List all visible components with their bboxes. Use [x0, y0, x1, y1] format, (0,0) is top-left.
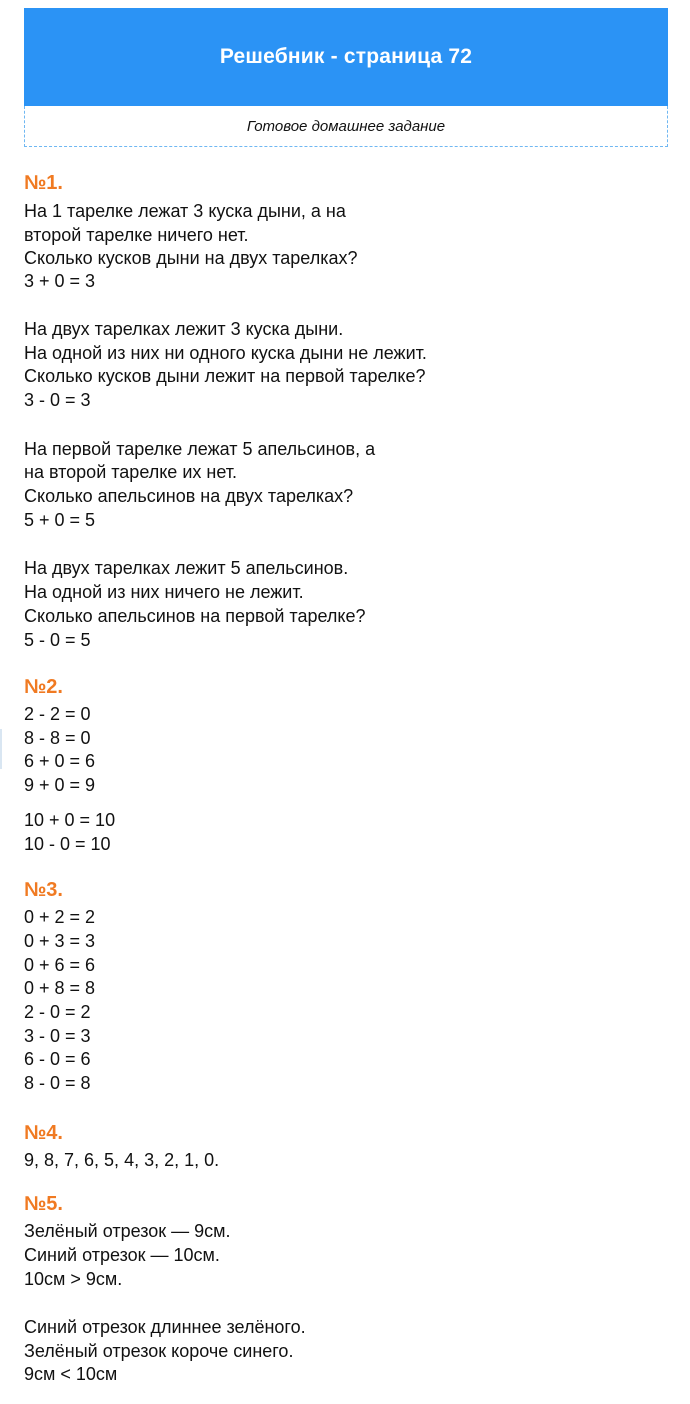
task-1-line: 5 - 0 = 5	[24, 630, 91, 650]
task-1-line: На 1 тарелке лежат 3 куска дыни, а на	[24, 201, 346, 221]
task-4-line: 9, 8, 7, 6, 5, 4, 3, 2, 1, 0.	[24, 1150, 220, 1170]
task-5-line: 9см < 10см	[24, 1364, 118, 1384]
left-edge-mark	[0, 729, 2, 769]
task-1-line: Сколько кусков дыни лежит на первой тарелке?	[24, 366, 426, 386]
task-3-line: 0 + 2 = 2	[24, 907, 96, 927]
task-5-line: Синий отрезок длиннее зелёного.	[24, 1317, 306, 1337]
task-3-line: 0 + 6 = 6	[24, 955, 96, 975]
task-3-line: 0 + 3 = 3	[24, 931, 96, 951]
task-1-line: на второй тарелке их нет.	[24, 462, 237, 482]
task-5-line: 10см > 9см.	[24, 1269, 123, 1289]
task-3-line: 8 - 0 = 8	[24, 1073, 91, 1093]
task-5-line: Синий отрезок — 10см.	[24, 1245, 220, 1265]
task-3-line: 3 - 0 = 3	[24, 1026, 91, 1046]
page-title: Решебник - страница 72	[219, 45, 473, 68]
task-2-line: 9 + 0 = 9	[24, 775, 96, 795]
task-3-line: 6 - 0 = 6	[24, 1049, 91, 1069]
task-1-line: Сколько кусков дыни на двух тарелках?	[24, 248, 358, 268]
task-2-line: 6 + 0 = 6	[24, 751, 96, 771]
task-1-line: На одной из них ничего не лежит.	[24, 582, 304, 602]
page-subtitle: Готовое домашнее задание	[246, 117, 446, 135]
task-1-heading: №1.	[24, 172, 63, 194]
task-1-line: На двух тарелках лежит 3 куска дыни.	[24, 319, 344, 339]
task-2-line: 10 + 0 = 10	[24, 810, 116, 830]
task-2-heading: №2.	[24, 676, 63, 698]
page-header	[24, 8, 668, 106]
task-1-line: Сколько апельсинов на двух тарелках?	[24, 486, 354, 506]
page-subtitle-box	[24, 106, 668, 147]
task-1-line: Сколько апельсинов на первой тарелке?	[24, 606, 366, 626]
task-3-heading: №3.	[24, 879, 63, 901]
task-1-line: 5 + 0 = 5	[24, 510, 96, 530]
task-1-line: второй тарелке ничего нет.	[24, 225, 249, 245]
task-5-line: Зелёный отрезок — 9см.	[24, 1221, 231, 1241]
task-1-line: На первой тарелке лежат 5 апельсинов, а	[24, 439, 376, 459]
task-3-line: 0 + 8 = 8	[24, 978, 96, 998]
task-1-line: 3 + 0 = 3	[24, 271, 96, 291]
task-2-line: 2 - 2 = 0	[24, 704, 91, 724]
task-5-heading: №5.	[24, 1193, 63, 1215]
task-1-line: На двух тарелках лежит 5 апельсинов.	[24, 558, 349, 578]
task-5-line: Зелёный отрезок короче синего.	[24, 1341, 294, 1361]
task-1-line: На одной из них ни одного куска дыни не лежит.	[24, 343, 427, 363]
task-2-line: 8 - 8 = 0	[24, 728, 91, 748]
task-4-heading: №4.	[24, 1122, 63, 1144]
task-3-line: 2 - 0 = 2	[24, 1002, 91, 1022]
task-1-line: 3 - 0 = 3	[24, 390, 91, 410]
task-2-line: 10 - 0 = 10	[24, 834, 111, 854]
